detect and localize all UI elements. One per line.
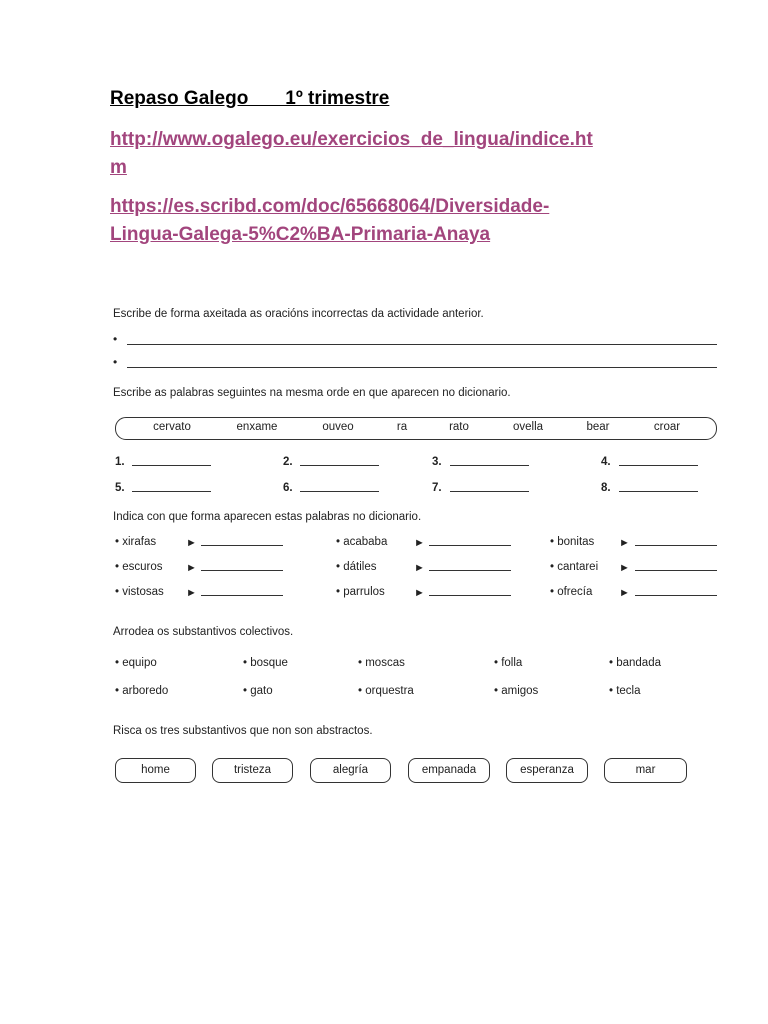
order-number: 4.	[601, 456, 611, 468]
form-word: • acababa	[336, 536, 388, 548]
noun-label: tristeza	[233, 764, 272, 776]
form-answer-line[interactable]	[635, 570, 717, 571]
arrow-icon: ►	[414, 537, 425, 549]
collective-option[interactable]: • moscas	[358, 657, 405, 669]
noun-option[interactable]	[212, 758, 293, 783]
order-number: 5.	[115, 482, 125, 494]
arrow-icon: ►	[186, 562, 197, 574]
order-answer-line[interactable]	[300, 465, 379, 466]
scribd-link-continued[interactable]: Lingua-Galega-5%C2%BA-Primaria-Anaya	[110, 224, 491, 245]
order-answer-line[interactable]	[132, 491, 211, 492]
form-word: • cantarei	[550, 561, 599, 573]
order-number: 6.	[283, 482, 293, 494]
form-answer-line[interactable]	[429, 570, 511, 571]
noun-option[interactable]	[115, 758, 196, 783]
arrow-icon: ►	[414, 562, 425, 574]
answer-line-2[interactable]	[113, 357, 717, 371]
ogalego-link[interactable]: http://www.ogalego.eu/exercicios_de_lingua/indice.ht	[110, 129, 593, 150]
form-word: • vistosas	[115, 586, 164, 598]
arrow-icon: ►	[619, 537, 630, 549]
noun-label: esperanza	[520, 764, 574, 776]
word: ouveo	[322, 421, 354, 433]
order-number: 1.	[115, 456, 125, 468]
order-number: 3.	[432, 456, 442, 468]
order-answer-line[interactable]	[450, 491, 529, 492]
noun-option[interactable]	[604, 758, 687, 783]
collective-option[interactable]: • bandada	[609, 657, 661, 669]
arrow-icon: ►	[186, 587, 197, 599]
word-bank	[115, 417, 717, 440]
form-answer-line[interactable]	[635, 545, 717, 546]
order-answer-line[interactable]	[619, 465, 698, 466]
form-answer-line[interactable]	[429, 595, 511, 596]
arrow-icon: ►	[619, 562, 630, 574]
word: bear	[586, 421, 610, 433]
form-answer-line[interactable]	[201, 545, 283, 546]
collective-option[interactable]: • arboredo	[115, 685, 169, 697]
instruction-dictionary-order: Escribe as palabras seguintes na mesma orde en que aparecen no dicionario.	[113, 387, 511, 399]
form-word: • xirafas	[115, 536, 157, 548]
collective-option[interactable]: • bosque	[243, 657, 288, 669]
order-number: 7.	[432, 482, 442, 494]
arrow-icon: ►	[186, 537, 197, 549]
order-number: 8.	[601, 482, 611, 494]
form-word: • dátiles	[336, 561, 377, 573]
form-answer-line[interactable]	[429, 545, 511, 546]
order-answer-line[interactable]	[450, 465, 529, 466]
instruction-collective-nouns: Arrodea os substantivos colectivos.	[113, 626, 294, 638]
word: enxame	[236, 421, 278, 433]
form-word: • escuros	[115, 561, 163, 573]
order-answer-line[interactable]	[300, 491, 379, 492]
noun-label: mar	[635, 764, 656, 776]
page-title: Repaso Galego 1º trimestre	[110, 88, 390, 109]
form-word: • ofrecía	[550, 586, 593, 598]
write-line	[127, 344, 717, 345]
word: ra	[396, 421, 408, 433]
arrow-icon: ►	[619, 587, 630, 599]
instruction-sentences: Escribe de forma axeitada as oracións incorrectas da actividade anterior.	[113, 308, 484, 320]
arrow-icon: ►	[414, 587, 425, 599]
ogalego-link-continued[interactable]: m	[110, 157, 127, 178]
collective-option[interactable]: • gato	[243, 685, 273, 697]
collective-option[interactable]: • orquestra	[358, 685, 414, 697]
form-answer-line[interactable]	[635, 595, 717, 596]
noun-label: empanada	[421, 764, 477, 776]
word: croar	[653, 421, 681, 433]
noun-option[interactable]	[408, 758, 490, 783]
noun-label: home	[141, 764, 170, 776]
form-word: • parrulos	[336, 586, 385, 598]
word: ovella	[512, 421, 544, 433]
bullet: •	[113, 332, 118, 346]
instruction-abstract-nouns: Risca os tres substantivos que non son abstractos.	[113, 725, 373, 737]
scribd-link[interactable]: https://es.scribd.com/doc/65668064/Diversidade-	[110, 196, 550, 217]
noun-option[interactable]	[310, 758, 391, 783]
form-word: • bonitas	[550, 536, 595, 548]
write-line	[127, 367, 717, 368]
order-answer-line[interactable]	[619, 491, 698, 492]
word: cervato	[153, 421, 191, 433]
collective-option[interactable]: • tecla	[609, 685, 641, 697]
collective-option[interactable]: • folla	[494, 657, 523, 669]
form-answer-line[interactable]	[201, 595, 283, 596]
order-number: 2.	[283, 456, 293, 468]
collective-option[interactable]: • amigos	[494, 685, 539, 697]
noun-option[interactable]	[506, 758, 588, 783]
word: rato	[449, 421, 469, 433]
collective-option[interactable]: • equipo	[115, 657, 157, 669]
order-answer-line[interactable]	[132, 465, 211, 466]
form-answer-line[interactable]	[201, 570, 283, 571]
bullet: •	[113, 355, 118, 369]
answer-line-1[interactable]	[113, 334, 717, 348]
noun-label: alegría	[332, 764, 369, 776]
instruction-dictionary-form: Indica con que forma aparecen estas palabras no dicionario.	[113, 511, 422, 523]
